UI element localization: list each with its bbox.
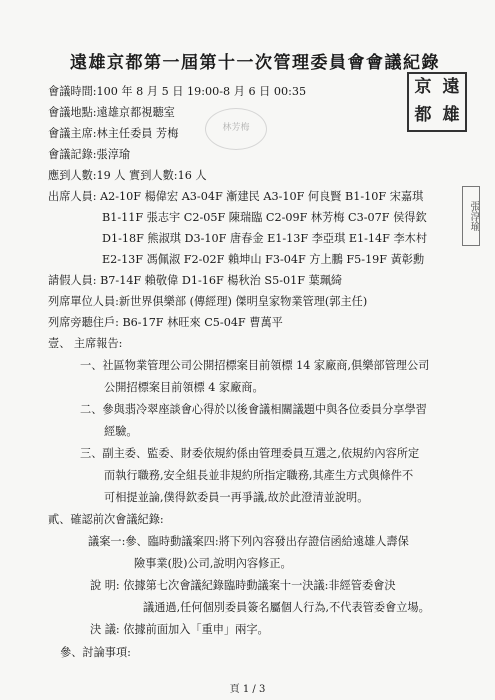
page-number: 頁 1 / 3 — [229, 684, 266, 695]
attendees-line-4: E2-13F 馮佩淑 F2-02F 賴坤山 F3-04F 方上鵬 F5-19F 黃彰勳 — [102, 253, 425, 266]
resolution: 決 議: 依據前面加入「重申」兩字。 — [90, 623, 269, 636]
meeting-place: 會議地點:遠雄京都視聽室 — [48, 106, 175, 119]
report-item-1-line-2: 公開招標案目前領標 4 家廠商。 — [104, 381, 264, 394]
explanation-line-1: 說 明: 依據第七次會議紀錄臨時動議案十一決議:非經管委會決 — [90, 579, 396, 592]
observers: 列席旁聽住戶: B6-17F 林旺來 C5-04F 曹萬平 — [48, 316, 283, 329]
report-item-2-line-1: 二、參與翡冷翠座談會心得於以後會議相關議題中與各位委員分享學習 — [80, 403, 427, 416]
case-1-line-2: 險事業(股)公司,說明內容修正。 — [134, 557, 292, 570]
seal-char-4: 雄 — [442, 105, 460, 125]
attendance-count: 應到人數:19 人 實到人數:16 人 — [48, 169, 207, 182]
leave-list: 請假人員: B7-14F 賴敬偉 D1-16F 楊秋治 S5-01F 葉珮綺 — [48, 274, 343, 287]
attending-units: 列席單位人員:新世界俱樂部 (傳經理) 傑明皇家物業管理(郭主任) — [48, 295, 368, 308]
meeting-recorder: 會議記錄:張淳瑜 — [48, 148, 131, 161]
case-1-line-1: 議案一:參、臨時動議案四:將下列內容發出存證信函給遠雄人壽保 — [88, 535, 409, 548]
meeting-chair: 會議主席:林主任委員 芳梅 — [48, 127, 179, 140]
section-1-heading: 壹、 主席報告: — [48, 337, 123, 350]
section-3-heading: 參、討論事項: — [60, 646, 131, 659]
meeting-time: 會議時間:100 年 8 月 5 日 19:00-8 月 6 日 00:35 — [48, 85, 307, 98]
seal-char-3: 都 — [414, 105, 432, 125]
seal-char-2: 遠 — [442, 77, 460, 97]
attendees-line-3: D1-18F 熊淑琪 D3-10F 唐春金 E1-13F 李亞琪 E1-14F 李木村 — [102, 232, 428, 245]
section-2-heading: 貳、確認前次會議紀錄: — [48, 513, 164, 526]
document-title: 遠雄京都第一屆第十一次管理委員會會議紀錄 — [70, 53, 440, 73]
attendees-line-1: 出席人員: A2-10F 楊偉宏 A3-04F 漸建民 A3-10F 何良賢 B1-10F 宋嘉琪 — [48, 190, 424, 203]
report-item-1-line-1: 一、社區物業管理公司公開招標案目前領標 14 家廠商,俱樂部管理公司 — [80, 359, 430, 372]
report-item-2-line-2: 經驗。 — [104, 425, 138, 438]
faint-seal-stamp: 林芳梅 — [205, 108, 267, 150]
explanation-line-2: 議通過,任何個別委員簽名屬個人行為,不代表管委會立場。 — [143, 601, 430, 614]
report-item-3-line-1: 三、副主委、監委、財委依規約係由管理委員互選之,依規約內容所定 — [80, 447, 420, 460]
seal-char-1: 京 — [414, 77, 432, 97]
report-item-3-line-2: 而執行職務,安全組長並非規約所指定職務,其產生方式與條件不 — [104, 469, 414, 482]
attendees-line-2: B1-11F 張志宇 C2-05F 陳瑞臨 C2-09F 林芳梅 C3-07F 侯得欽 — [102, 211, 427, 224]
side-signature-seal: 張淳瑜 — [462, 186, 480, 246]
report-item-3-line-3: 可相提並論,僕得欽委員一再爭議,故於此澄清並說明。 — [104, 491, 369, 504]
community-seal-stamp — [407, 72, 467, 132]
